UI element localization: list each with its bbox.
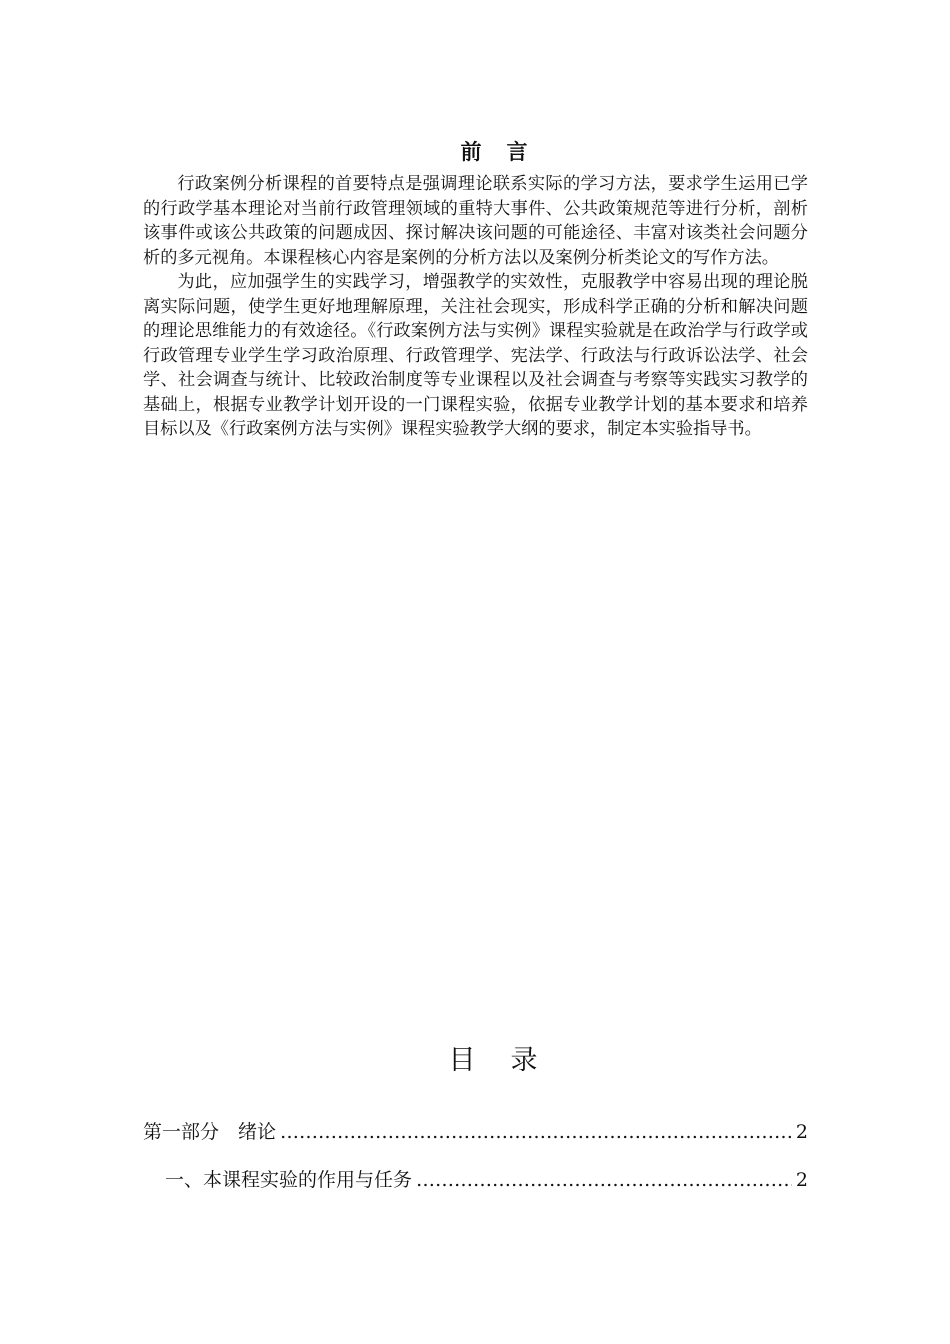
toc-title: 目 录 [448,1045,542,1076]
preface-paragraph-2: 为此，应加强学生的实践学习，增强教学的实效性，克服教学中容易出现的理论脱离实际问题，使学生更好地理解原理，关注社会现实，形成科学正确的分析和解决问题的理论思维能力的有效途径。《行政案例方法与实例》课程实验就是在政治学与行政学或行政管理专业学生学习政治原理、行政管理学、宪法学、行政法与行政诉讼法学、社会学、社会调查与统计、比较政治制度等专业课程以及社会调查与考察等实践实习教学的基础上，根据专业教学计划开设的一门课程实验，依据专业教学计划的基本要求和培养目标以及《行政案例方法与实例》课程实验教学大纲的要求，制定本实验指导书。 [143,272,808,439]
preface-paragraph-1: 行政案例分析课程的首要特点是强调理论联系实际的学习方法，要求学生运用已学的行政学基本理论对当前行政管理领域的重特大事件、公共政策规范等进行分析，剖析该事件或该公共政策的问题成因、探讨解决该问题的可能途径、丰富对该类社会问题分析的多元视角。本课程核心内容是案例的分析方法以及案例分析类论文的写作方法。 [143,174,808,268]
toc-dot-leader [280,1118,792,1146]
toc-entry-section-1[interactable] [165,1166,808,1194]
toc-entry-part-1[interactable] [143,1118,808,1146]
preface-title: 前 言 [460,140,530,164]
toc-entry-label: 一、本课程实验的作用与任务 [165,1169,413,1191]
preface-body [143,172,808,442]
toc-entry-label: 第一部分 绪论 [143,1121,277,1143]
toc-entry-page: 2 [795,1121,808,1143]
toc-entry-page: 2 [795,1169,808,1191]
toc-dot-leader [416,1166,792,1194]
